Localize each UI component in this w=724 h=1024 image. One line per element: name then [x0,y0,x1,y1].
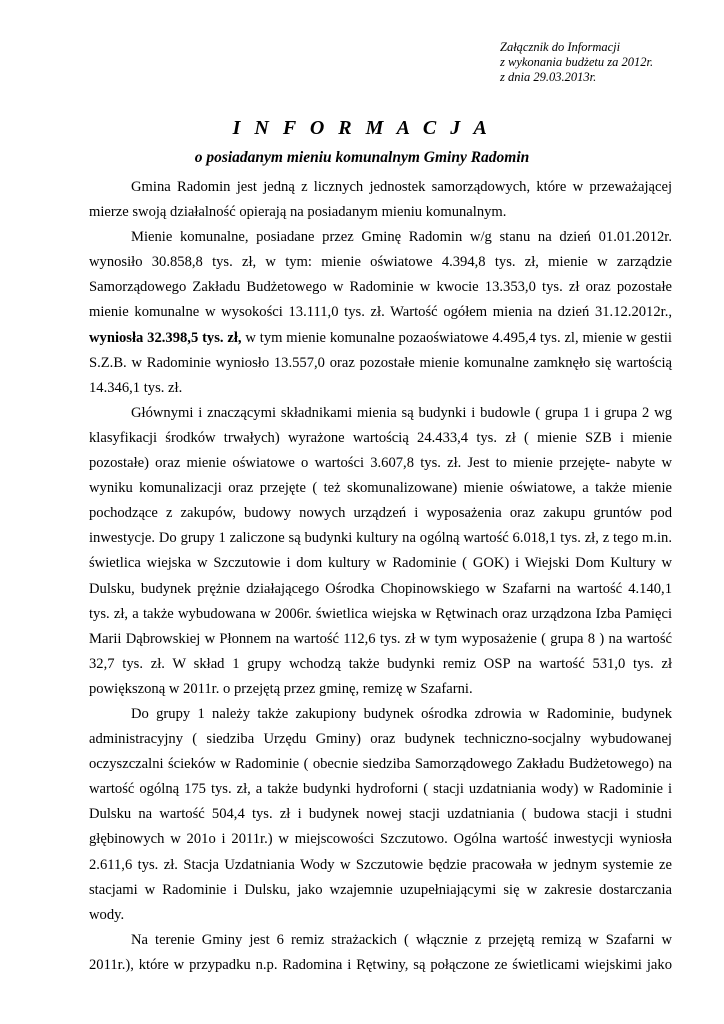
document-title: I N F O R M A C J A [232,117,492,139]
paragraph-1: Gmina Radomin jest jedną z licznych jednostek samorządowych, które w przeważającej mierze swoją działalność opierają na posiadanym mieniu komunalnym. [89,179,672,221]
paragraph-4: Do grupy 1 należy także zakupiony budynek ośrodka zdrowia w Radominie, budynek administracyjny ( siedziba Urzędu Gminy) oraz budynek techniczno-socjalny wybudowanej oczyszczalni ścieków w Radominie ( obecnie siedziba Samorządowego Zakładu Budżetowego) na wartość ogólną 175 tys. zł, a także budynki hydroforni ( stacji uzdatniania wody) w Radominie i Dulsku na wartość 504,4 tys. zł i budynek nowej stacji uzdatniania ( budowa stacji i studni głębinowych w 201o i 2011r.) w miejscowości Szczutowo. Ogólna wartość inwestycji wyniosła 2.611,6 tys. zł. Stacja Uzdatniania Wody w Szczutowie będzie pracowała w jednym systemie ze stacjami w Radominie i Dulsku, jako wzajemnie uzupełniającymi się w zakresie dostarczania wody. [89,705,672,923]
attachment-line-3: z dnia 29.03.2013r. [500,70,597,84]
paragraph-3: Głównymi i znaczącymi składnikami mienia są budynki i budowle ( grupa 1 i grupa 2 wg klasyfikacji środków trwałych) wyrażone wartością 24.433,4 tys. zł ( mienie SZB i mienie pozostałe) oraz mienie oświatowe o wartości 3.607,8 tys. zł. Jest to mienie przejęte- nabyte w wyniku komunalizacji oraz przejęte ( też skomunalizowane) mienie oświatowe, a także mienie pochodzące z zakupów, budowy nowych urządzeń i wyposażenia oraz zakupu gruntów pod inwestycje. Do grupy 1 zaliczone są budynki kultury na ogólną wartość 6.018,1 tys. zł, z tego m.in. świetlica wiejska w Szczutowie i dom kultury w Radominie ( GOK) i Wiejski Dom Kultury w Dulsku, budynek prężnie działającego Ośrodka Chopinowskiego w Szafarni na wartość 4.140,1 tys. zł, a także wybudowana w 2006r. świetlica wiejska w Rętwinach oraz urządzona Izba Pamięci Marii Dąbrowskiej w Płonnem na wartość 112,6 tys. zł w tym wyposażenie ( grupa 8 ) na wartość 32,7 tys. zł. W skład 1 grupy wchodzą także budynki remiz OSP na wartość 531,0 tys. zł powiększoną w 2011r. o przejętą przez gminę, remizę w Szafarni. [89,404,672,697]
attachment-line-2: z wykonania budżetu za 2012r. [500,55,654,69]
document-subtitle: o posiadanym mieniu komunalnym Gminy Radomin [194,149,530,166]
paragraph-5: Na terenie Gminy jest 6 remiz strażackich ( włącznie z przejętą remizą w Szafarni w 2011r.), które w przypadku n.p. Radomina i Rętwiny, są połączone ze świetlicami wiejskimi jako [89,931,672,973]
attachment-note [500,40,710,85]
paragraph-2-text-before: Mienie komunalne, posiadane przez Gminę Radomin w/g stanu na dzień 01.01.2012r. wynosiło 30.858,8 tys. zł, w tym: mienie oświatowe 4.394,8 tys. zł, mienie w zarządzie Samorządowego Zakładu Budżetowego w Radominie w kwocie 13.353,0 tys. zł oraz pozostałe mienie komunalne w wysokości 13.111,0 tys. zł. Wartość ogółem mienia na dzień 31.12.2012r., [89,229,672,321]
document-body [89,175,672,978]
paragraph-2-bold-total: wyniosła 32.398,5 tys. zł, [89,329,242,346]
attachment-line-1: Załącznik do Informacji [500,40,621,54]
paragraph-2 [89,225,672,401]
paragraph-2-text-after: w tym mienie komunalne pozaoświatowe 4.495,4 tys. zl, mienie w gestii S.Z.B. w Radominie wyniosło 13.557,0 oraz pozostałe mienie komunalne zamknęło się wartością 14.346,1 tys. zł. [89,329,672,396]
